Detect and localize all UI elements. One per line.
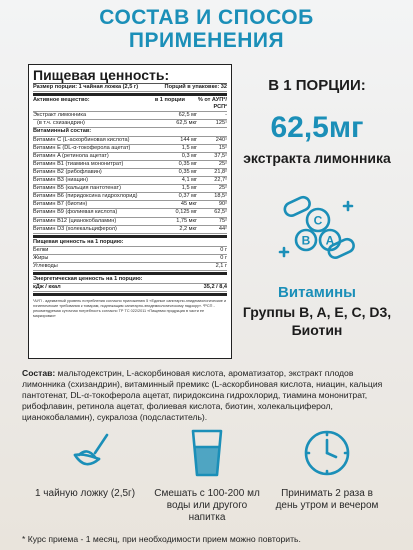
table-cell bbox=[157, 255, 197, 262]
table-cell: Витамин B12 (цианокобаламин) bbox=[33, 217, 117, 224]
table-cell: 90² bbox=[218, 201, 227, 208]
table-cell: - bbox=[225, 112, 227, 119]
table-cell: 37,5² bbox=[214, 152, 227, 159]
table-cell: 4,1 мг bbox=[181, 177, 197, 184]
table-row bbox=[33, 255, 227, 263]
nutrition-panel bbox=[28, 64, 232, 359]
energy-header-row bbox=[33, 276, 227, 284]
course-footnote: * Курс приема - 1 месяц, при необходимости прием можно повторить. bbox=[22, 534, 301, 544]
header-substance: Активное вещество: bbox=[33, 97, 90, 104]
table-cell: 1,5 мг bbox=[181, 185, 197, 192]
table-cell: 22,7² bbox=[214, 177, 227, 184]
table-cell: 0 г bbox=[220, 246, 227, 253]
table-cell: 62,5 мкг bbox=[176, 120, 197, 127]
table-cell: 240¹ bbox=[215, 136, 227, 143]
vitamins-list: Группы B, A, E, C, D3, Биотин bbox=[242, 304, 392, 338]
table-row bbox=[33, 177, 227, 185]
table-cell: 0,35 мг bbox=[178, 168, 197, 175]
table-cell: Витамин B6 (пиридоксина гидрохлорид) bbox=[33, 193, 138, 200]
table-cell: 62,5 мг bbox=[178, 112, 197, 119]
vitamin-header: Витаминный состав: bbox=[33, 128, 92, 135]
table-cell: 144 мг bbox=[180, 136, 197, 143]
table-cell: 62,5² bbox=[214, 209, 227, 216]
table-row bbox=[33, 153, 227, 161]
table-row bbox=[33, 247, 227, 255]
energy-label: кДж / ккал bbox=[33, 284, 61, 291]
table-cell: 0 г bbox=[220, 254, 227, 261]
table-cell: 1,75 мкг bbox=[176, 217, 197, 224]
serving-row bbox=[33, 84, 227, 92]
badge-b: B bbox=[301, 233, 311, 248]
extract-amount: 62,5мг bbox=[270, 111, 364, 144]
table-cell bbox=[157, 263, 197, 270]
food-header-row bbox=[33, 239, 227, 247]
table-cell: Витамин A (ретинола ацетат) bbox=[33, 152, 109, 159]
table-cell: Белки bbox=[33, 246, 49, 253]
table-row bbox=[33, 209, 227, 217]
table-cell: 21,8² bbox=[214, 168, 227, 175]
table-header-row bbox=[33, 97, 227, 112]
table-cell: Витамин B7 (биотин) bbox=[33, 201, 88, 208]
table-row bbox=[33, 263, 227, 271]
step-spoon bbox=[30, 423, 140, 500]
servings-per-pack: Порций в упаковке: 32 bbox=[164, 84, 227, 90]
table-cell: 18,5² bbox=[214, 193, 227, 200]
table-cell: 2,1 г bbox=[215, 262, 227, 269]
title-line-1: СОСТАВ И СПОСОБ bbox=[99, 6, 314, 29]
table-cell: Витамин C (L-аскорбиновая кислота) bbox=[33, 136, 130, 143]
step-glass-text: Смешать с 100-200 мл воды или другого напитка bbox=[154, 488, 260, 523]
composition-text: мальтодекстрин, L-аскорбиновая кислота, ароматизатор, экстракт плодов лимонника (схизандрин), витаминный премикс (L-аскорбиновая кислота, ниацин, кальция пантотенат, DL-α-токоферола ацетат, пиридоксина гидрохлорид, тиамина мононитрат, рибофлавин, ретинола ацетат, фолиевая кислота, биотин, холекальциферол, цианокобаламин), сукралоза (подсластитель). bbox=[22, 368, 383, 422]
table-cell: Углеводы bbox=[33, 262, 58, 269]
table-cell: Витамин E (DL-α-токоферола ацетат) bbox=[33, 144, 131, 151]
vitamins-title: Витамины bbox=[278, 284, 356, 301]
table-row bbox=[33, 193, 227, 201]
table-cell: Экстракт лимонника bbox=[33, 112, 87, 119]
table-row bbox=[33, 161, 227, 169]
table-row bbox=[33, 112, 227, 120]
table-cell: 45 мкг bbox=[180, 201, 197, 208]
table-cell: Витамин B3 (ниацин) bbox=[33, 177, 88, 184]
step-glass bbox=[152, 423, 262, 524]
table-row bbox=[33, 169, 227, 177]
table-cell: 2,2 мкг bbox=[179, 225, 197, 232]
table-cell: Витамин B9 (фолиевая кислота) bbox=[33, 209, 118, 216]
nutrition-footnote: ¹АУП - адекватный уровень потребления согласно приложению 5 «Единые санитарно-эпидемиологические и гигиенические требования к товарам, подлежащим санитарно-эпидемиологическому надзору». ²РСП - рекомендуемая суточная потребность согласно ТР ТС 022/2011 «Пищевая продукция в части ее маркировки» bbox=[33, 299, 227, 319]
step-spoon-text: 1 чайную ложку (2,5г) bbox=[34, 488, 136, 499]
header-per-portion: в 1 порции bbox=[154, 97, 185, 104]
food-header: Пищевая ценность на 1 порцию: bbox=[33, 238, 124, 245]
table-cell bbox=[157, 247, 197, 254]
table-cell: 15² bbox=[218, 144, 227, 151]
header-percent: % от АУП*/РСП² bbox=[197, 97, 227, 111]
spoon-icon bbox=[55, 423, 115, 483]
table-cell: 0,37 мг bbox=[178, 193, 197, 200]
table-cell: 1,5 мг bbox=[181, 144, 197, 151]
nutrition-title: Пищевая ценность: bbox=[33, 67, 170, 83]
clock-icon bbox=[297, 423, 357, 483]
table-row bbox=[33, 185, 227, 193]
table-row bbox=[33, 137, 227, 145]
step-clock-text: Принимать 2 раза в день утром и вечером bbox=[275, 488, 379, 511]
title-line-2: ПРИМЕНЕНИЯ bbox=[128, 29, 285, 52]
portion-label: В 1 ПОРЦИИ: bbox=[268, 77, 366, 94]
table-cell: 44² bbox=[218, 225, 227, 232]
composition-label: Состав: bbox=[22, 368, 56, 378]
table-cell: 25² bbox=[218, 160, 227, 167]
table-row bbox=[33, 226, 227, 234]
table-cell: (в т.ч. схизандрин) bbox=[37, 120, 85, 127]
table-cell: 0,125 мг bbox=[175, 209, 197, 216]
step-clock bbox=[272, 423, 382, 512]
table-cell: Витамин B5 (кальция пантотенат) bbox=[33, 185, 121, 192]
energy-value: 35,2 / 8,4 bbox=[203, 284, 227, 291]
glass-icon bbox=[177, 423, 237, 483]
table-cell: 0,35 мг bbox=[178, 160, 197, 167]
vitamin-header-row bbox=[33, 128, 227, 136]
table-cell: Витамин B1 (тиамина мононитрат) bbox=[33, 160, 124, 167]
table-row bbox=[33, 201, 227, 209]
energy-row bbox=[33, 284, 227, 292]
vitamins-icon bbox=[270, 188, 366, 274]
table-cell: Витамин B2 (рибофлавин) bbox=[33, 168, 102, 175]
table-cell: Витамин D3 (холекальциферол) bbox=[33, 225, 117, 232]
extract-name: экстракта лимонника bbox=[243, 150, 391, 166]
table-row bbox=[33, 145, 227, 153]
table-cell: 75² bbox=[218, 217, 227, 224]
serving-size: Размер порции: 1 чайная ложка (2,5 г) bbox=[33, 84, 139, 90]
badge-c: C bbox=[313, 213, 323, 228]
table-row bbox=[33, 218, 227, 226]
page-title bbox=[0, 6, 413, 52]
energy-header: Энергетическая ценность на 1 порцию: bbox=[33, 276, 143, 283]
table-cell: 125¹ bbox=[215, 120, 227, 127]
table-cell: Жиры bbox=[33, 254, 49, 261]
badge-a: A bbox=[325, 233, 335, 248]
table-cell: 0,3 мг bbox=[181, 152, 197, 159]
composition bbox=[22, 368, 392, 423]
table-cell: 25² bbox=[218, 185, 227, 192]
